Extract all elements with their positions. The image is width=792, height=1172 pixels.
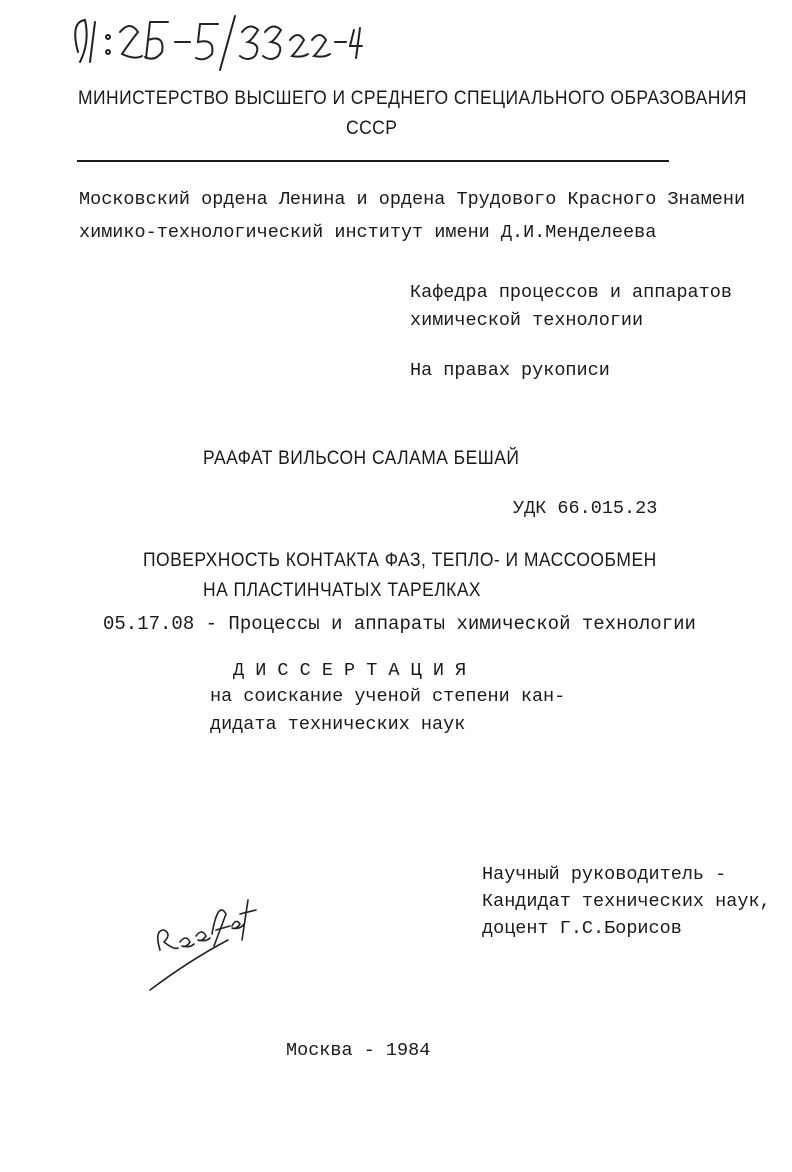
archive-mark-handwritten xyxy=(50,12,370,72)
place-and-year: Москва - 1984 xyxy=(286,1040,431,1061)
dissertation-line-1: на соискание ученой степени кан- xyxy=(210,686,566,707)
supervisor-line-2: Кандидат технических наук, xyxy=(482,891,771,912)
udk-code: УДК 66.015.23 xyxy=(513,498,658,519)
dissertation-line-2: дидата технических наук xyxy=(210,714,466,735)
institute-line-1: Московский ордена Ленина и ордена Трудового Красного Знамени xyxy=(79,189,746,210)
ministry-heading: МИНИСТЕРСТВО ВЫСШЕГО И СРЕДНЕГО СПЕЦИАЛЬНОГО ОБРАЗОВАНИЯ xyxy=(78,88,747,109)
dissertation-label: Д И С С Е Р Т А Ц И Я xyxy=(233,660,467,681)
title-line-2: НА ПЛАСТИНЧАТЫХ ТАРЕЛКАХ xyxy=(203,580,482,601)
institute-line-2: химико-технологический институт имени Д.И.Менделеева xyxy=(79,222,657,243)
specialty-line: 05.17.08 - Процессы и аппараты химической технологии xyxy=(103,613,696,635)
title-line-1: ПОВЕРХНОСТЬ КОНТАКТА ФАЗ, ТЕПЛО- И МАССООБМЕН xyxy=(143,550,657,571)
manuscript-note: На правах рукописи xyxy=(410,360,610,381)
author-signature xyxy=(130,890,280,1000)
header-rule xyxy=(77,160,669,162)
department-line-2: химической технологии xyxy=(410,310,644,331)
department-line-1: Кафедра процессов и аппаратов xyxy=(410,282,732,303)
supervisor-line-3: доцент Г.С.Борисов xyxy=(482,918,682,939)
author-name: РААФАТ ВИЛЬСОН САЛАМА БЕШАЙ xyxy=(203,448,520,469)
supervisor-line-1: Научный руководитель - xyxy=(482,864,727,885)
country-heading: СССР xyxy=(346,118,398,139)
